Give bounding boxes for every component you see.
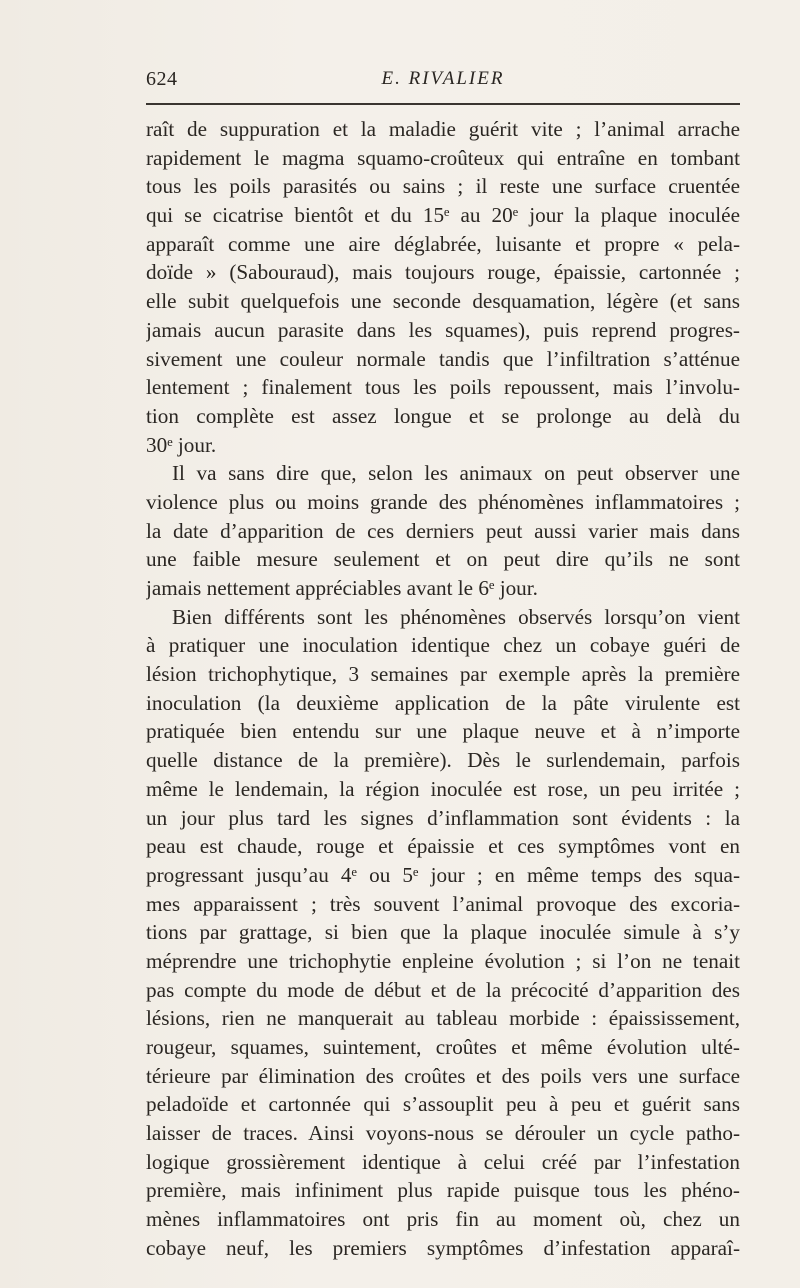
text-line: raît de suppuration et la maladie guérit vite ; l’animal arrache: [146, 117, 740, 141]
text-line: tions par grattage, si bien que la plaque inoculée simule à s’y: [146, 920, 740, 945]
text-line: inoculation (la deuxième application de la pâte virulente est: [146, 690, 740, 715]
text-line: sivement une couleur normale tandis que l’infiltration s’atténue: [146, 346, 740, 371]
text-line: progressant jusqu’au 4ᵉ ou 5ᵉ jour ; en même temps des squa-: [146, 862, 740, 887]
text-line: rougeur, squames, suintement, croûtes et même évolution ulté-: [146, 1035, 740, 1059]
text-line: une faible mesure seulement et on peut dire qu’ils ne sont: [146, 547, 740, 572]
text-line: lésions, rien ne manquerait au tableau morbide : épaississement,: [146, 1006, 740, 1031]
text-line: mes apparaissent ; très souvent l’animal provoque des excoria-: [146, 891, 740, 916]
page-number: 624: [146, 68, 178, 90]
text-line: un jour plus tard les signes d’inflammation sont évidents : la: [146, 805, 740, 830]
text-line: violence plus ou moins grande des phénomènes inflammatoires ;: [146, 489, 740, 514]
text-line: la date d’apparition de ces derniers peut aussi varier mais dans: [146, 518, 740, 543]
text-line: Bien différents sont les phénomènes observés lorsqu’on vient: [172, 604, 740, 629]
text-line: rapidement le magma squamo-croûteux qui entraîne en tombant: [146, 145, 740, 170]
running-head: [146, 62, 740, 92]
text-line: laisser de traces. Ainsi voyons-nous se dérouler un cycle patho-: [146, 1121, 740, 1146]
text-line: première, mais infiniment plus rapide puisque tous les phéno-: [146, 1178, 740, 1203]
text-line: 30ᵉ jour.: [146, 432, 217, 457]
text-line: pas compte du mode de début et de la précocité d’apparition des: [146, 977, 740, 1002]
text-line: logique grossièrement identique à celui créé par l’infestation: [146, 1149, 740, 1174]
text-line: à pratiquer une inoculation identique chez un cobaye guéri de: [146, 633, 740, 658]
text-line: mènes inflammatoires ont pris fin au moment où, chez un: [146, 1207, 740, 1232]
text-line: peladoïde et cartonnée qui s’assouplit peu à peu et guérit sans: [146, 1092, 740, 1117]
text-line: lésion trichophytique, 3 semaines par exemple après la première: [146, 662, 740, 687]
text-line: qui se cicatrise bientôt et du 15ᵉ au 20ᵉ jour la plaque inoculée: [146, 203, 740, 228]
text-line: Il va sans dire que, selon les animaux on peut observer une: [172, 461, 740, 486]
header-rule: [146, 103, 740, 105]
text-line: jamais aucun parasite dans les squames), puis reprend progres-: [146, 317, 740, 342]
text-line: méprendre une trichophytie enpleine évolution ; si l’on ne tenait: [146, 948, 740, 973]
text-line: tion complète est assez longue et se prolonge au delà du: [146, 403, 740, 428]
text-line: apparaît comme une aire déglabrée, luisante et propre « pela-: [146, 231, 740, 256]
text-line: peau est chaude, rouge et épaissie et ces symptômes vont en: [146, 834, 740, 859]
text-line: tous les poils parasités ou sains ; il reste une surface cruentée: [146, 174, 740, 199]
text-line: térieure par élimination des croûtes et des poils vers une surface: [146, 1063, 740, 1088]
text-line: elle subit quelquefois une seconde desquamation, légère (et sans: [146, 289, 740, 314]
text-line: cobaye neuf, les premiers symptômes d’infestation apparaî-: [146, 1235, 740, 1260]
text-line: doïde » (Sabouraud), mais toujours rouge, épaissie, cartonnée ;: [146, 260, 740, 285]
text-line: quelle distance de la première). Dès le surlendemain, parfois: [146, 748, 740, 773]
running-head-author: E. RIVALIER: [381, 68, 505, 89]
text-line: jamais nettement appréciables avant le 6ᵉ jour.: [146, 576, 538, 600]
body-text: [146, 115, 740, 1263]
text-line: pratiquée bien entendu sur une plaque neuve et à n’importe: [146, 719, 740, 744]
text-line: lentement ; finalement tous les poils repoussent, mais l’involu-: [146, 375, 740, 400]
text-line: même le lendemain, la région inoculée est rose, un peu irritée ;: [146, 776, 740, 801]
